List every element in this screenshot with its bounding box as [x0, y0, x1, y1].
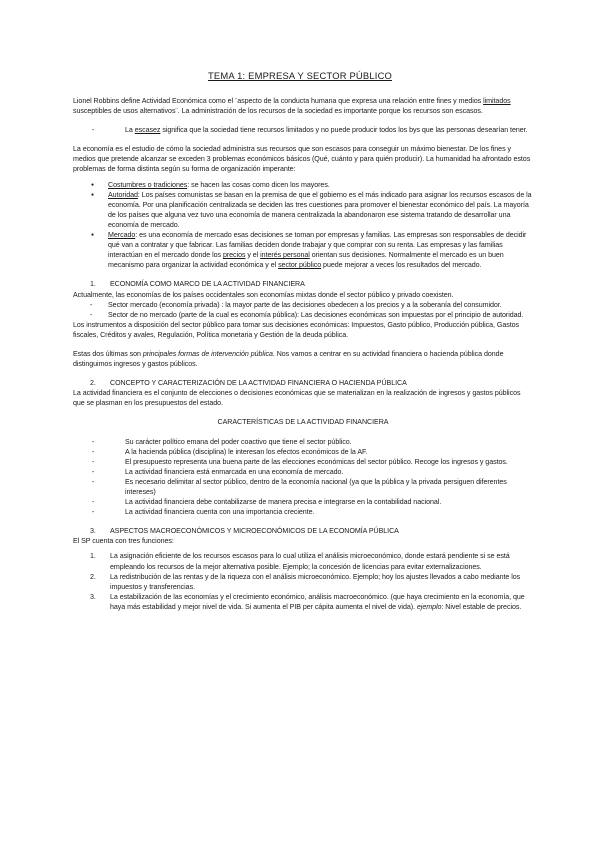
- document-body: [73, 96, 533, 612]
- page-title: TEMA 1: EMPRESA Y SECTOR PÚBLICO: [207, 70, 393, 81]
- section-2-heading: 2. CONCEPTO Y CARACTERIZACIÓN DE LA ACTIVIDAD FINANCIERA O HACIENDA PÚBLICA: [90, 379, 407, 388]
- caracteristica-item: - A la hacienda pública (disciplina) le interesan los efectos económicos de la AF.: [90, 447, 533, 457]
- bullet-autoridad: ● Autoridad: Los países comunistas se basan en la premisa de que el gobierno es el más indicado para asignar los recursos escasos de la economía. Por una planificación centralizada se deciden las tres cuestiones para promover el bienestar económico del país. La mayoría de los países que alguna vez tuvo una economía de manera centralizada la abandonaron ese sistema tratando de desarrollar una economía de mercado.: [90, 190, 533, 230]
- caracteristica-item: - La actividad financiera cuenta con una importancia creciente.: [90, 507, 533, 517]
- funcion-item: 2. La redistribución de las rentas y de la riqueza con el análisis microeconómico. Ejemplo; hoy los ajustes llevados a cabo mediante los impuestos y transferencias.: [90, 572, 521, 591]
- section-1-dash: - Sector de no mercado (parte de la cual es economía pública): Las decisiones económicas son impuestas por el principio de autoridad.: [90, 310, 533, 320]
- funcion-item: 3. La estabilización de las economías y el crecimiento económico, análisis macroeconómico. (que haya crecimiento en la economía, que haya más estabilidad y mejor nivel de vida. Si aumenta el PIB per cápita aumenta el nivel de vida). ejemplo: Nivel estable de precios.: [90, 592, 525, 611]
- funcion-item: 1. La asignación eficiente de los recursos escasos para lo cual utiliza el análisis microeconómico, donde estará pendiente si se está empleando los recursos de la mejor alternativa posible. Ejemplo; la concesión de licencias para evitar externalizaciones.: [90, 552, 510, 571]
- section-3-heading: 3. ASPECTOS MACROECONÓMICOS Y MICROECONÓMICOS DE LA ECONOMÍA PÚBLICA: [90, 527, 399, 536]
- intervencion-paragraph: Estas dos últimas son principales formas de intervención pública. Nos vamos a centrar en su actividad financiera o hacienda pública donde distinguimos ingresos y gastos públicos.: [73, 349, 504, 369]
- caracteristica-item: - Es necesario delimitar al sector público, dentro de la economía nacional (ya que la pública y la privada persiguen diferentes intereses): [90, 477, 533, 497]
- instrumentos-paragraph: Los instrumentos a disposición del sector público para tomar sus decisiones económicas: Impuestos, Gasto público, Producción pública, Gastos fiscales, Créditos y avales, Regulación, Política monetaria y Gestión de la deuda pública.: [73, 320, 520, 339]
- section-1-dash: - Sector mercado (economía privada) : la mayor parte de las decisiones obedecen a los precios y a la soberanía del consumidor.: [90, 300, 533, 310]
- caracteristica-item: - Su carácter político emana del poder coactivo que tiene el sector público.: [90, 437, 533, 447]
- section-1-heading: 1. ECONOMÍA COMO MARCO DE LA ACTIVIDAD FINANCIERA: [90, 280, 305, 289]
- escasez-item: - La escasez significa que la sociedad tiene recursos limitados y no puede producir todos los bys que las personas desearían tener.: [90, 125, 533, 135]
- economia-paragraph: La economía es el estudio de cómo la sociedad administra sus recursos que son escasos para conseguir un máximo bienestar. De los fines y medios que pretende alcanzar se exceden 3 problemas económicos básicos (Qué, cuánto y para quién producir). La humanidad ha afrontado estos problemas de forma distinta según su forma de organización imperante:: [73, 145, 531, 174]
- caracteristica-item: - El presupuesto representa una buena parte de las elecciones económicas del sector público. Recoge los ingresos y gastos.: [90, 457, 533, 467]
- bullet-mercado: ● Mercado: es una economía de mercado esas decisiones se toman por empresas y familias. Las empresas son responsables de decidir qué van a contratar y que fabricar. Las familias deciden donde trabajar y que comprar con su renta. Las empresas y las familias interactúan en el mercado donde los precios y el interés personal orientan sus decisiones. Normalmente el mercado es un buen mecanismo para organizar la actividad económica y el sector público puede mejorar a veces los resultados del mercado.: [90, 230, 533, 270]
- bullet-costumbres: ● Costumbres o tradiciones: se hacen las cosas como dicen los mayores.: [90, 180, 533, 190]
- section-2-paragraph: La actividad financiera es el conjunto de elecciones o decisiones económicas que se materializan en la realización de ingresos y gastos públicos que se plasman en los presupuestos del estado.: [73, 389, 521, 408]
- caracteristica-item: - La actividad financiera está enmarcada en una economía de mercado.: [90, 467, 533, 477]
- section-3-paragraph: El SP cuenta con tres funciones:: [73, 537, 174, 546]
- section-1-paragraph: Actualmente, las economías de los países occidentales son economías mixtas donde el sector público y privado coexisten.: [73, 290, 454, 299]
- caracteristicas-heading: CARACTERÍSTICAS DE LA ACTIVIDAD FINANCIERA: [217, 418, 389, 427]
- intro-paragraph: Lionel Robbins define Actividad Económica como el ¨aspecto de la conducta humana que expresa una relación entre fines y medios limitados susceptibles de usos alternativos¨. La administración de los recursos de la sociedad es importante porque los recursos son escasos.: [73, 97, 511, 116]
- caracteristica-item: - La actividad financiera debe contabilizarse de manera precisa e integrarse en la contabilidad nacional.: [90, 497, 533, 507]
